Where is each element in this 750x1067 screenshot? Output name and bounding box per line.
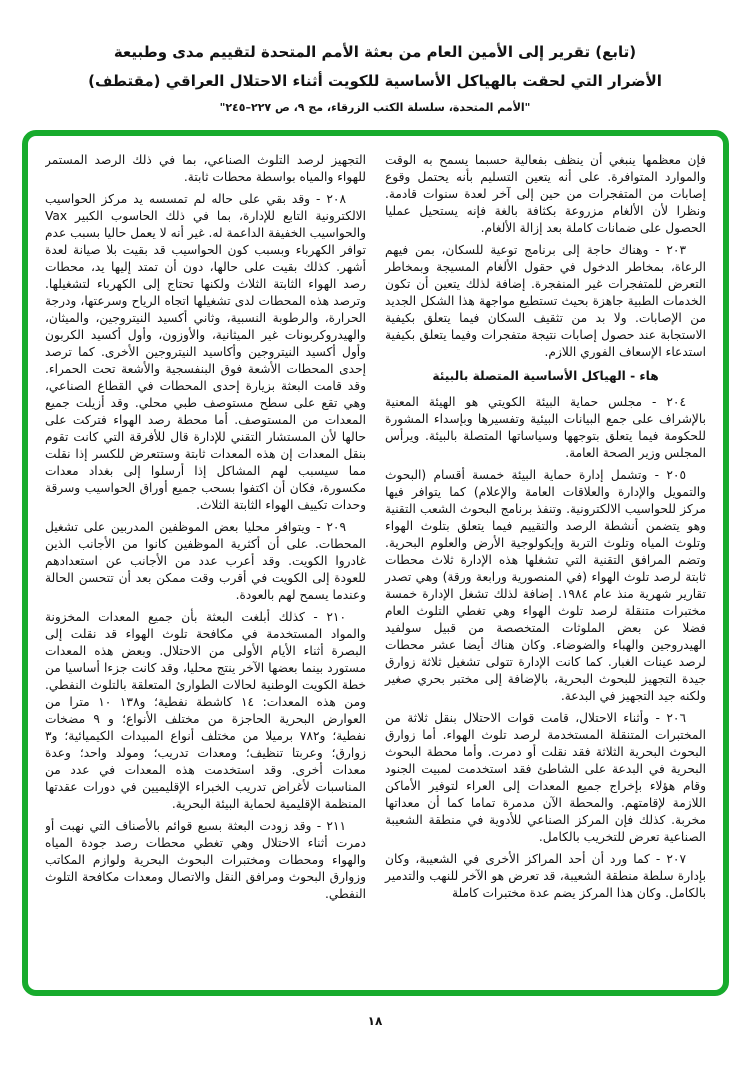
paragraph: ٢٠٧ - كما ورد أن أحد المراكز الأخرى في الشعيبة، وكان بإدارة سلطة منطقة الشعيبة، قد تعرض هو الآخر للنهب والتدمير بالكامل. وكان هذا المركز يضم عدة مختبرات كاملة (385, 852, 706, 900)
paragraph: ٢٠٨ - وقد بقي على حاله لم تمسسه يد مركز الحواسيب الالكترونية التابع للإدارة، بما في ذلك الحاسوب الكبير Vax والحواسيب الخفيفة الداعمة له. غير أنه لا يعمل حاليا بسبب عدم توافر الكهرباء وبسبب كون الحواسيب قد بقيت بلا صيانة لعدة أشهر. كذلك بقيت على حالها، دون أن تمتد إليها يد، محطات رصد الهواء الثابتة الثلاث ولكنها تحتاج إلى الكهرباء لتشغيلها. وترصد هذه المحطات لدى تشغيلها اتجاه الرياح وسرعتها، ودرجة الحرارة، والرطوبة النسبية، وثاني أكسيد النيتروجين، والميثان، والهيدروكربونات غير الميثانية، والأوزون، وأول أكسيد الكربون وأول أكسيد النيتروجين وأكاسيد النيتروجين الأخرى. كما ترصد إحدى المحطات الأشعة فوق البنفسجية والأشعة تحت الحمراء. وقد قامت البعثة بزيارة إحدى المحطات في القطاع الصناعي، وهي تقع على سطح مستوصف طبي محلي. وقد أزيلت جميع المعدات من المستوصف. أما محطة رصد الهواء فتركت على حالها لأن المستشار التقني للإدارة قال للأفرقة التي كانت تقوم بنقل المعدات إن هذه المعدات ثابتة وستتعرض للكسر إذا نقلت مما سيسبب لهم المشاكل إذا أرسلوا إلى بغداد معدات مكسورة، فكان أن اكتفوا بسحب جميع أوراق الحواسيب وسرقة وحدات تكييف الهواء الثابتة الثلاث. (45, 192, 366, 512)
column-left (45, 152, 366, 990)
section-heading: هاء - الهياكل الأساسية المتصلة بالبيئة (432, 369, 659, 383)
paragraph: ٢٠٣ - وهناك حاجة إلى برنامج توعية للسكان، بمن فيهم الرعاة، بمخاطر الدخول في حقول الألغام المسيجة وبمخاطر التعرض للمتفجرات غير المنفجرة. إضافة لذلك يتعين أن تكون الخدمات الطبية جاهزة بحيث تستطيع مواجهة هذا الشكل الجديد من الإصابات. ولا بد من تثقيف السكان فيما يتعلق بكيفية الاستجابة عند حصول إصابات نتيجة متفجرات وفيما يتعلق بكيفية استدعاء الإسعاف الفوري اللازم. (385, 243, 706, 359)
title-line-1: (تابع) تقرير إلى الأمين العام من بعثة الأمم المتحدة لتقييم مدى وطبيعة (113, 43, 637, 61)
paragraph: ٢٠٩ - ويتوافر محليا بعض الموظفين المدربين على تشغيل المحطات. على أن أكثرية الموظفين كانوا من الأجانب الذين غادروا الكويت. وقد أعرب عدد من الأجانب عن استعدادهم للعودة إلى الكويت في أقرب وقت ممكن بعد أن تتحسن الحالة وعندما يسمح لهم بالعودة. (45, 520, 366, 602)
paragraph: ٢١١ - وقد زودت البعثة بسبع قوائم بالأصناف التي نهبت أو دمرت أثناء الاحتلال وهي تغطي محطات رصد جودة المياه والهواء ومحطات ومختبرات البحوث البحرية ولوازم المكاتب وزوارق البحوث ومرافق النقل والاتصال ومعدات مكافحة التلوث النفطي. (45, 819, 366, 901)
two-column-layout (45, 152, 706, 990)
source-citation: "الأمم المتحدة، سلسلة الكتب الزرقاء، مج ٩، ص ٢٢٧–٢٤٥" (219, 101, 531, 114)
paragraph: ٢٠٤ - مجلس حماية البيئة الكويتي هو الهيئة المعنية بالإشراف على جمع البيانات البيئية وتفسيرها وبإسداء المشورة للحكومة فيما يتعلق بتوجهها وسياساتها المتصلة بالبيئة. ويرأس المجلس وزير الصحة العامة. (385, 395, 706, 460)
paragraph: ٢٠٦ - وأثناء الاحتلال، قامت قوات الاحتلال بنقل ثلاثة من المختبرات المتنقلة المستخدمة لرصد تلوث الهواء. أما زوارق البحوث البحرية الثلاثة فقد نقلت أو دمرت. وأما محطة البحوث البحرية في البدعة على الشاطئ فقد استخدمت لمبيت الجنود وقام هؤلاء بإخراج جميع المعدات إلى العراء لتوفير الأماكن اللازمة لإقامتهم. والمحطة الآن مدمرة تماما كما أن معداتها مخربة. كذلك فإن المركز الصناعي للأدوية في منطقة الشعيبة الصناعية تعرض للتخريب بالكامل. (385, 711, 706, 844)
paragraph: ٢٠٥ - وتشمل إدارة حماية البيئة خمسة أقسام (البحوث والتمويل والإدارة والعلاقات العامة والإعلام) كما يتوافر فيها مركز للحواسيب الالكترونية. وتنفذ برنامج البحوث الشعب التقنية وهو يتضمن أنشطة الرصد والتقييم فيما يتعلق بتلوث الهواء وتلوث المياه وتلوث التربة وإيكولوجية الأرض والعلوم البحرية. وتضم المرافق التقنية التي تشغلها هذه الإدارة ثلاث محطات ثابتة لرصد تلوث الهواء (في المنصورية ورابعة ورقة) وهي تصدر تقارير شهرية منذ عام ١٩٨٤. إضافة لذلك تشغل الإدارة خمسة مختبرات متنقلة لرصد تلوث الهواء وهي تغطي التلوث العام فضلا عن بعض الملوثات المتخصصة من قبيل سولفيد الهيدروجين والهباء والضوضاء. وكان هناك أيضا عشر محطات لرصد عينات الغبار. كما كانت الإدارة تتولى تشغيل ثلاثة زوارق جيدة التجهيز للبحوث البحرية، بالإضافة إلى مختبر بحري صغير ولكنه جيد التجهيز في البدعة. (385, 468, 706, 703)
paragraph: ٢١٠ - كذلك أبلغت البعثة بأن جميع المعدات المخزونة والمواد المستخدمة في مكافحة تلوث الهواء قد نقلت إلى البصرة أثناء الأيام الأولى من الاحتلال. وبعض هذه المعدات مستورد بينما بعضها الآخر ينتج محليا، وقد كانت جزءا أساسيا من خطة الكويت الوطنية لحالات الطوارئ المتعلقة بالتلوث النفطي. ومن هذه المعدات: ١٤ كاشطة نفطية؛ و١٣٨ ١٠ مترا من العوارض البحرية الحاجزة من مختلف الأنواع؛ و ٩ مضخات نفطية؛ و٧٨٢ برميلا من مختلف أنواع المبيدات الكيميائية؛ و٣ زوارق؛ وعربتا تنظيف؛ ومعدات تدريب؛ ومولد واحد؛ وعدة معدات أخرى. وقد استخدمت هذه المعدات في عدد من المناسبات لأغراض تدريب الخبراء الإقليميين في دورات عقدتها المنظمة الإقليمية لحماية البيئة البحرية. (45, 610, 366, 811)
paragraph: التجهيز لرصد التلوث الصناعي، بما في ذلك الرصد المستمر للهواء والمياه بواسطة محطات ثابتة. (45, 153, 366, 184)
paragraph: فإن معظمها ينبغي أن ينظف بفعالية حسبما يسمح به الوقت والموارد المتوافرة. على أنه يتعين التسليم بأنه يحتمل وقوع إصابات من المتفجرات من حين إلى آخر لعدة سنوات قادمة. ونظرا لأن الألغام مزروعة بكثافة بالغة فإنه يستحيل عمليا الحصول على ضمانات كاملة بعد إزالة الألغام. (385, 153, 706, 235)
column-right (385, 152, 706, 990)
page-number: ١٨ (367, 1014, 383, 1028)
document-header (0, 38, 750, 118)
title-line-2: الأضرار التي لحقت بالهياكل الأساسية للكويت أثناء الاحتلال العراقي (مقتطف) (88, 72, 662, 90)
green-border-frame (22, 130, 729, 996)
